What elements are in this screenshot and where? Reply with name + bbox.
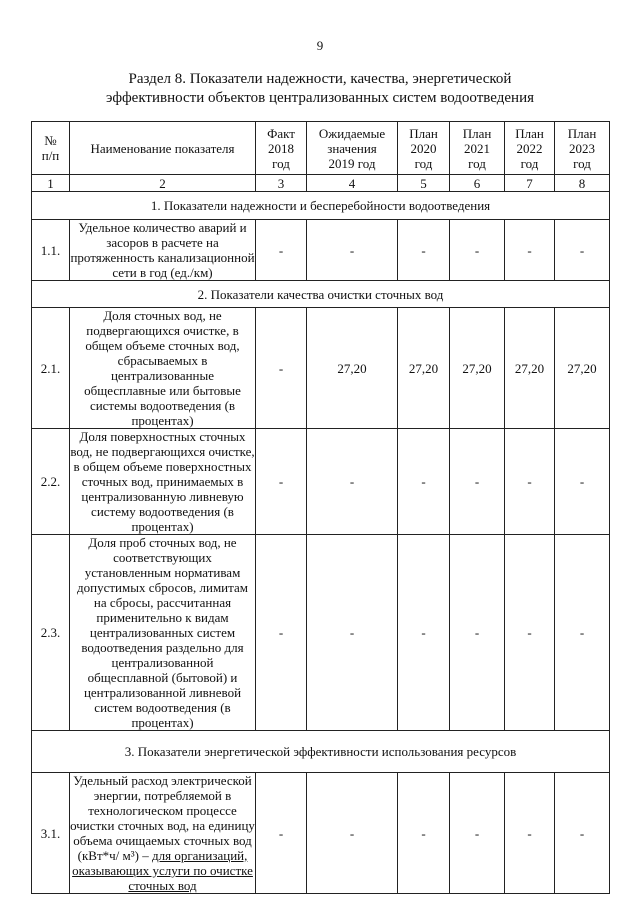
indicator-name-underlined: для организаций, оказывающих услуги по очистке сточных вод xyxy=(72,848,253,893)
value-cell: 27,20 xyxy=(398,308,450,429)
value-cell: - xyxy=(398,220,450,281)
value-cell: 27,20 xyxy=(505,308,555,429)
column-number: 2 xyxy=(70,175,256,192)
table-header-row xyxy=(32,122,610,175)
table-row xyxy=(32,220,610,281)
value-cell: - xyxy=(307,220,398,281)
value-cell: 27,20 xyxy=(450,308,505,429)
table-row xyxy=(32,773,610,894)
indicators-table xyxy=(31,121,610,894)
group-heading-row xyxy=(32,731,610,773)
value-cell: - xyxy=(256,308,307,429)
col-header-plan-2023: План 2023 год xyxy=(555,122,610,175)
row-number: 2.3. xyxy=(32,535,70,731)
col-header-plan-2020: План 2020 год xyxy=(398,122,450,175)
value-cell: - xyxy=(256,773,307,894)
value-cell: - xyxy=(256,220,307,281)
value-cell: - xyxy=(555,535,610,731)
value-cell: - xyxy=(555,773,610,894)
page-number: 9 xyxy=(316,38,324,53)
table-row xyxy=(32,308,610,429)
value-cell: - xyxy=(450,535,505,731)
row-number: 2.2. xyxy=(32,429,70,535)
value-cell: - xyxy=(398,535,450,731)
col-header-name: Наименование показателя xyxy=(70,122,256,175)
section-title-line-1: Раздел 8. Показатели надежности, качества, энергетической xyxy=(128,71,512,87)
value-cell: - xyxy=(450,429,505,535)
value-cell: - xyxy=(555,429,610,535)
value-cell: - xyxy=(398,429,450,535)
value-cell: - xyxy=(505,773,555,894)
value-cell: - xyxy=(505,220,555,281)
column-number: 4 xyxy=(307,175,398,192)
value-cell: - xyxy=(256,429,307,535)
row-number: 2.1. xyxy=(32,308,70,429)
value-cell: - xyxy=(398,773,450,894)
column-number: 8 xyxy=(555,175,610,192)
value-cell: - xyxy=(450,220,505,281)
value-cell: - xyxy=(307,773,398,894)
group-heading-row xyxy=(32,192,610,220)
indicator-name: Доля сточных вод, не подвергающихся очистке, в общем объеме сточных вод, сбрасываемых в централизованные общесплавные или бытовые системы водоотведения (в процентах) xyxy=(70,308,256,429)
value-cell: - xyxy=(307,429,398,535)
table-row xyxy=(32,535,610,731)
indicator-name-text: Удельный расход электрической энергии, потребляемой в технологическом процессе очистки сточных вод, на единицу объема очищаемых сточных вод (кВт*ч/ м³) – xyxy=(70,773,255,863)
column-numbers-row xyxy=(32,175,610,192)
section-title xyxy=(40,70,600,108)
value-cell: 27,20 xyxy=(555,308,610,429)
value-cell: - xyxy=(450,773,505,894)
col-header-plan-2022: План 2022 год xyxy=(505,122,555,175)
column-number: 5 xyxy=(398,175,450,192)
group-heading-row xyxy=(32,281,610,308)
value-cell: - xyxy=(505,429,555,535)
group-heading-treatment-quality: 2. Показатели качества очистки сточных вод xyxy=(32,281,610,308)
row-number: 3.1. xyxy=(32,773,70,894)
column-number: 3 xyxy=(256,175,307,192)
col-header-plan-2021: План 2021 год xyxy=(450,122,505,175)
value-cell: - xyxy=(555,220,610,281)
indicator-name: Доля поверхностных сточных вод, не подвергающихся очистке, в общем объеме поверхностных сточных вод, принимаемых в централизованную ливневую систему водоотведения (в процентах) xyxy=(70,429,255,534)
section-title-line-2: эффективности объектов централизованных систем водоотведения xyxy=(105,90,534,106)
indicator-name: Доля проб сточных вод, не соответствующих установленным нормативам допустимых сбросов, лимитам на сбросы, рассчитанная применительно к видам централизованных систем водоотведения раздельно для централизованной общесплавной (бытовой) и централизованной ливневой систем водоотведения (в процентах) xyxy=(70,535,256,731)
indicator-name: Удельное количество аварий и засоров в расчете на протяженность канализационной сети в год (ед./км) xyxy=(70,220,255,280)
value-cell: - xyxy=(505,535,555,731)
value-cell: - xyxy=(307,535,398,731)
column-number: 1 xyxy=(32,175,70,192)
row-number: 1.1. xyxy=(32,220,70,281)
group-heading-energy-efficiency: 3. Показатели энергетической эффективности использования ресурсов xyxy=(32,731,610,773)
column-number: 7 xyxy=(505,175,555,192)
value-cell: 27,20 xyxy=(307,308,398,429)
column-number: 6 xyxy=(450,175,505,192)
value-cell: - xyxy=(256,535,307,731)
col-header-fact-2018: Факт 2018 год xyxy=(256,122,307,175)
col-header-number: № п/п xyxy=(32,122,70,175)
col-header-expected-2019: Ожидаемые значения 2019 год xyxy=(307,122,398,175)
table-row xyxy=(32,429,610,535)
group-heading-reliability: 1. Показатели надежности и бесперебойности водоотведения xyxy=(32,192,610,220)
indicator-name xyxy=(70,773,256,894)
